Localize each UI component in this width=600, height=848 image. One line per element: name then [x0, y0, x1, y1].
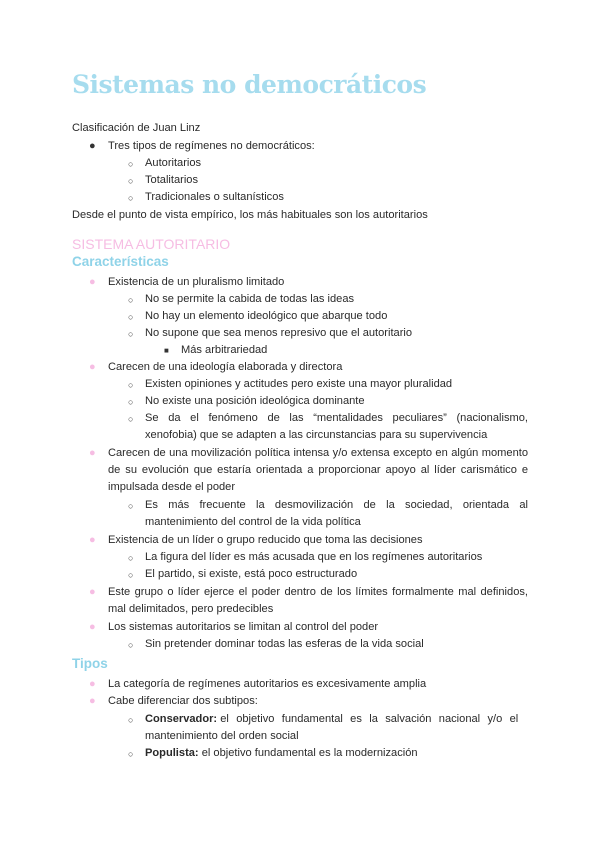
list-subitem — [145, 712, 528, 726]
list-item: Carecen de una movilización política intensa y/o extensa excepto en algún momento — [108, 447, 528, 459]
list-item: La categoría de regímenes autoritarios es excesivamente amplia — [108, 678, 427, 690]
bullet-icon: ● — [89, 586, 96, 598]
characteristics-heading: Características — [72, 254, 169, 269]
circle-bullet-icon: ○ — [128, 570, 134, 580]
list-item: Cabe diferenciar dos subtipos: — [108, 695, 258, 707]
list-item: Los sistemas autoritarios se limitan al control del poder — [108, 621, 379, 633]
circle-bullet-icon: ○ — [128, 715, 134, 725]
bullet-icon: ● — [89, 678, 96, 690]
classification-line: Clasificación de Juan Linz — [72, 122, 201, 134]
list-subitem: No se permite la cabida de todas las ideas — [145, 293, 355, 305]
list-subitem: Es más frecuente la desmovilización de la sociedad, orientada al — [145, 499, 528, 511]
list-subitem: Se da el fenómeno de las “mentalidades peculiares” (nacionalismo, — [145, 412, 528, 424]
list-subitem: La figura del líder es más acusada que en los regímenes autoritarios — [145, 551, 483, 563]
list-item: Existencia de un líder o grupo reducido que toma las decisiones — [108, 534, 423, 546]
list-item-cont: de su evolución que estaría orientada a proporcionar apoyo al líder carismático e — [108, 464, 528, 476]
bullet-icon: ● — [89, 621, 96, 633]
populista-label: Populista: — [145, 747, 199, 759]
circle-bullet-icon: ○ — [128, 414, 134, 424]
list-subitem: No existe una posición ideológica dominante — [145, 395, 365, 407]
bullet-icon: ● — [89, 361, 96, 373]
empirical-line: Desde el punto de vista empírico, los más habituales son los autoritarios — [72, 209, 428, 221]
list-item: Carecen de una ideología elaborada y directora — [108, 361, 343, 373]
type-item: Tradicionales o sultanísticos — [145, 191, 284, 203]
circle-bullet-icon: ○ — [128, 501, 134, 511]
list-subitem: No supone que sea menos represivo que el autoritario — [145, 327, 413, 339]
types-lead: Tres tipos de regímenes no democráticos: — [108, 140, 315, 152]
type-item: Autoritarios — [145, 157, 202, 169]
bullet-icon: ● — [89, 695, 96, 707]
list-item-cont: impulsada desde el poder — [108, 481, 236, 493]
circle-bullet-icon: ○ — [128, 159, 134, 169]
conservador-text: el objetivo fundamental es la salvación nacional y/o el — [220, 713, 519, 725]
list-subitem-cont: mantenimiento del orden social — [145, 730, 299, 742]
circle-bullet-icon: ○ — [128, 553, 134, 563]
populista-text: el objetivo fundamental es la modernización — [201, 747, 418, 759]
list-subitem: Existen opiniones y actitudes pero existe una mayor pluralidad — [145, 378, 453, 390]
square-bullet-icon: ■ — [164, 346, 169, 355]
list-item-cont: mal delimitados, pero predecibles — [108, 603, 274, 615]
bullet-icon: ● — [89, 534, 96, 546]
list-subitem: Sin pretender dominar todas las esferas de la vida social — [145, 638, 424, 650]
circle-bullet-icon: ○ — [128, 295, 134, 305]
bullet-icon: ● — [89, 447, 96, 459]
section-heading: SISTEMA AUTORITARIO — [72, 236, 231, 252]
list-subsubitem: Más arbitrariedad — [181, 344, 268, 356]
type-item: Totalitarios — [145, 174, 199, 186]
conservador-label: Conservador: — [145, 713, 218, 725]
list-item: Este grupo o líder ejerce el poder dentro de los límites formalmente mal definidos, — [108, 586, 528, 598]
list-subitem: No hay un elemento ideológico que abarque todo — [145, 310, 388, 322]
circle-bullet-icon: ○ — [128, 193, 134, 203]
circle-bullet-icon: ○ — [128, 312, 134, 322]
bullet-icon: ● — [89, 276, 96, 288]
circle-bullet-icon: ○ — [128, 640, 134, 650]
circle-bullet-icon: ○ — [128, 380, 134, 390]
list-subitem — [145, 746, 418, 760]
circle-bullet-icon: ○ — [128, 176, 134, 186]
circle-bullet-icon: ○ — [128, 329, 134, 339]
page-title: Sistemas no democráticos — [72, 70, 427, 99]
list-subitem: El partido, si existe, está poco estructurado — [145, 568, 358, 580]
list-subitem-cont: xenofobia) que se adapten a las circunstancias para su supervivencia — [145, 429, 488, 441]
bullet-icon: ● — [89, 140, 96, 152]
circle-bullet-icon: ○ — [128, 397, 134, 407]
types-heading: Tipos — [72, 656, 108, 671]
circle-bullet-icon: ○ — [128, 749, 134, 759]
list-subitem-cont: mantenimiento del control de la vida política — [145, 516, 361, 528]
list-item: Existencia de un pluralismo limitado — [108, 276, 285, 288]
